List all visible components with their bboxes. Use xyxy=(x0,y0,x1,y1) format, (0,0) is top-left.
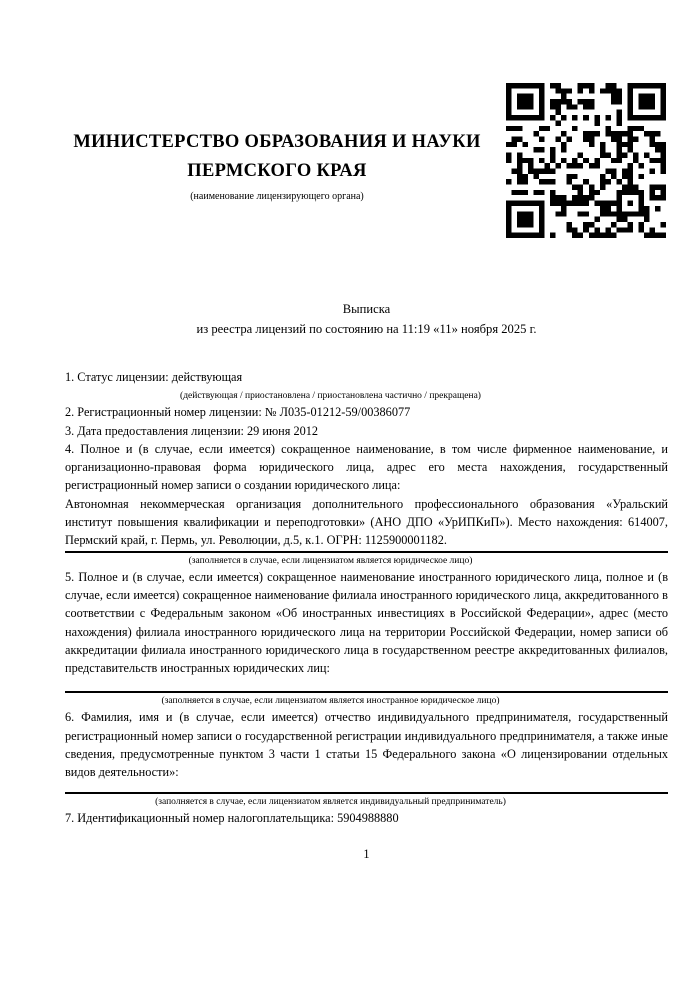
item-6-caption: (заполняется в случае, если лицензиатом является индивидуальный предприниматель) xyxy=(155,796,506,807)
document-title-block xyxy=(65,300,668,339)
item-2-registration-number: 2. Регистрационный номер лицензии: № Л035-01212-59/00386077 xyxy=(65,405,411,420)
licensing-authority-caption: (наименование лицензирующего органа) xyxy=(190,191,364,202)
licensing-authority-header xyxy=(65,128,489,202)
item-1-caption: (действующая / приостановлена / приостановлена частично / прекращена) xyxy=(180,391,481,402)
document-title-date-line: из реестра лицензий по состоянию на 11:19 «11» ноября 2025 г. xyxy=(196,321,537,336)
item-7-taxpayer-number: 7. Идентификационный номер налогоплательщика: 5904988880 xyxy=(65,810,399,825)
item-6-entrepreneur-heading: 6. Фамилия, имя и (в случае, если имеется) отчество индивидуального предпринимателя, государственный регистрационный номер записи о государственной регистрации индивидуального предпринимателя, а также иные сведения, предусмотренные пунктом 3 части 1 статьи 15 Федерального закона «О лицензировании отдельных видов деятельности»: xyxy=(65,710,668,780)
item-4-legal-entity-value: Автономная некоммерческая организация дополнительного профессионального образования «Уральский институт повышения квалификации и переподготовки» (АНО ДПО «УрИПКиП»). Место нахождения: 614007, Пермский край, г. Пермь, ул. Революции, д.5, к.1. ОГРН: 1125900001182. xyxy=(65,496,668,548)
page-number: 1 xyxy=(363,846,370,861)
item-4-caption: (заполняется в случае, если лицензиатом является юридическое лицо) xyxy=(188,555,473,566)
item-3-license-grant-date: 3. Дата предоставления лицензии: 29 июня 2012 xyxy=(65,423,319,438)
item-5-fill-line xyxy=(65,691,668,693)
item-6-fill-line xyxy=(65,792,668,794)
item-4-fill-line xyxy=(65,551,668,553)
item-1-license-status: 1. Статус лицензии: действующая xyxy=(65,370,243,384)
document-body xyxy=(65,368,668,863)
item-5-caption: (заполняется в случае, если лицензиатом является иностранное юридическое лицо) xyxy=(161,696,500,707)
ministry-name-line2: ПЕРМСКОГО КРАЯ xyxy=(187,161,367,181)
item-4-legal-entity-heading: 4. Полное и (в случае, если имеется) сокращенное наименование, в том числе фирменное наименование, и организационно-правовая форма юридического лица, адрес его места нахождения, государственный регистрационный номер записи о создании юридического лица: xyxy=(65,441,668,493)
item-5-foreign-entity-heading: 5. Полное и (в случае, если имеется) сокращенное наименование иностранного юридического лица, полное и (в случае, если имеется) сокращенное наименование филиала иностранного юридического лица, аккредитованного в соответствии с Федеральным законом «Об иностранных инвестициях в Российской Федерации», адрес (место нахождения) филиала иностранного юридического лица на территории Российской Федерации, номер записи об аккредитации филиала иностранного юридического лица в государственном реестре аккредитованных филиалов, представительств иностранных юридических лиц: xyxy=(65,569,668,676)
document-title: Выписка xyxy=(342,302,391,316)
ministry-name-line1: МИНИСТЕРСТВО ОБРАЗОВАНИЯ И НАУКИ xyxy=(73,132,481,152)
qr-code xyxy=(506,83,666,238)
